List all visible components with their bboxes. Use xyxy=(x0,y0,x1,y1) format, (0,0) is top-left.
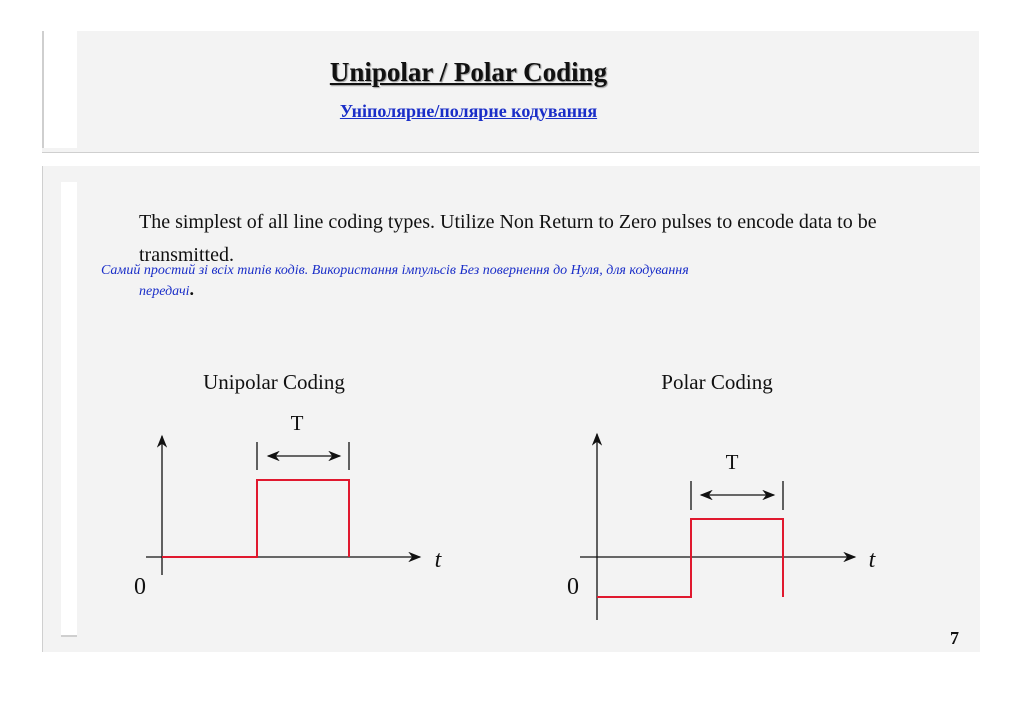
description-ua-end: . xyxy=(189,279,195,299)
polar-label: Polar Coding xyxy=(661,370,773,394)
polar-t-label: t xyxy=(868,547,876,573)
description-ua-line1: Самий простий зі всіх типів кодів. Використання імпульсів Без повернення до Нуля, для кодування xyxy=(101,263,689,278)
slide-subtitle: Уніполярне/полярне кодування xyxy=(339,101,598,121)
description-en: The simplest of all line coding types. Utilize Non Return to Zero pulses to encode data to be transmitted. xyxy=(139,211,877,266)
polar-period-label: T xyxy=(725,450,739,474)
unipolar-period-label: T xyxy=(290,411,304,435)
unipolar-origin-label: 0 xyxy=(134,574,146,600)
page-number: 7 xyxy=(950,628,959,648)
unipolar-t-label: t xyxy=(434,547,442,573)
polar-origin-label: 0 xyxy=(567,574,579,600)
unipolar-label: Unipolar Coding xyxy=(203,370,345,394)
polar-signal xyxy=(597,519,783,597)
polar-diagram xyxy=(567,370,877,620)
unipolar-signal xyxy=(162,480,349,557)
description-ua-line2: передачі xyxy=(139,284,190,299)
unipolar-diagram xyxy=(134,370,443,600)
slide-title: Unipolar / Polar Coding xyxy=(329,57,608,87)
